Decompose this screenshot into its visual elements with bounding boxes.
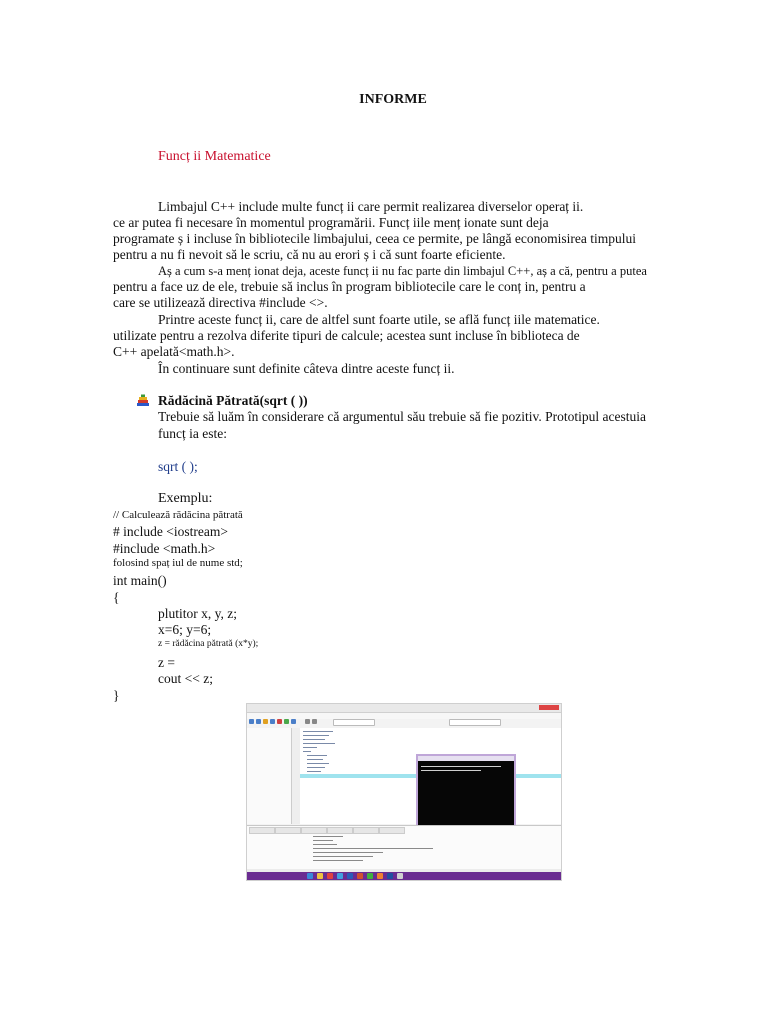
document-title: INFORME [359, 92, 427, 107]
intro-line-3: programate ș i incluse în bibliotecile limbajului, ceea ce permite, pe lângă economisirea timpului [113, 231, 636, 246]
code-comment: // Calculează rădăcina pătrată [113, 509, 243, 521]
code-include-math: #include <math.h> [113, 541, 216, 556]
ide-screenshot-image [246, 703, 562, 881]
section-title: Funcț ii Matematice [158, 149, 271, 164]
code-cout: cout << z; [158, 671, 213, 686]
bullet-line-1: Trebuie să luăm în considerare că argumentul său trebuie să fie pozitiv. Prototipul acestuia [158, 409, 646, 424]
code-include-iostream: # include <iostream> [113, 524, 228, 539]
intro-line-1: Limbajul C++ include multe funcț ii care permit realizarea diverselor operaț ii. [158, 199, 584, 214]
intro-line-6: pentru a face uz de ele, trebuie să inclus în program bibliotecile care le conț in, pentru a [113, 279, 586, 294]
books-bullet-icon [136, 394, 150, 408]
code-close-brace: } [113, 688, 120, 703]
code-using-namespace: folosind spaț iul de nume std; [113, 557, 243, 569]
intro-line-5: Aș a cum s-a menț ionat deja, aceste funcț ii nu fac parte din limbajul C++, aș a că, pentru a putea [158, 264, 647, 278]
prototype: sqrt ( ); [158, 459, 198, 474]
code-assignment: x=6; y=6; [158, 622, 212, 637]
intro-line-7: care se utilizează directiva #include <>. [113, 295, 328, 310]
bullet-heading: Rădăcină Pătrată(sqrt ( )) [158, 393, 308, 408]
intro-line-8: Printre aceste funcț ii, care de altfel sunt foarte utile, se află funcț iile matematice. [158, 312, 600, 327]
intro-line-10: C++ apelată<math.h>. [113, 344, 235, 359]
intro-line-4: pentru a nu fi nevoit să le scriu, că nu au erori ș i că sunt foarte eficiente. [113, 247, 506, 262]
intro-line-2: ce ar putea fi necesare în momentul programării. Funcț iile menț ionate sunt deja [113, 215, 549, 230]
code-z-calc: z = rădăcina pătrată (x*y); [158, 639, 259, 649]
code-open-brace: { [113, 590, 120, 605]
intro-line-9: utilizate pentru a rezolva diferite tipuri de calcule; acestea sunt incluse în biblioteca de [113, 328, 580, 343]
code-declaration: plutitor x, y, z; [158, 606, 237, 621]
bullet-line-2: funcț ia este: [158, 426, 227, 441]
code-z-equals: z = [158, 655, 175, 670]
code-main: int main() [113, 573, 167, 588]
example-label: Exemplu: [158, 491, 213, 506]
intro-line-11: În continuare sunt definite câteva dintre aceste funcț ii. [158, 361, 455, 376]
